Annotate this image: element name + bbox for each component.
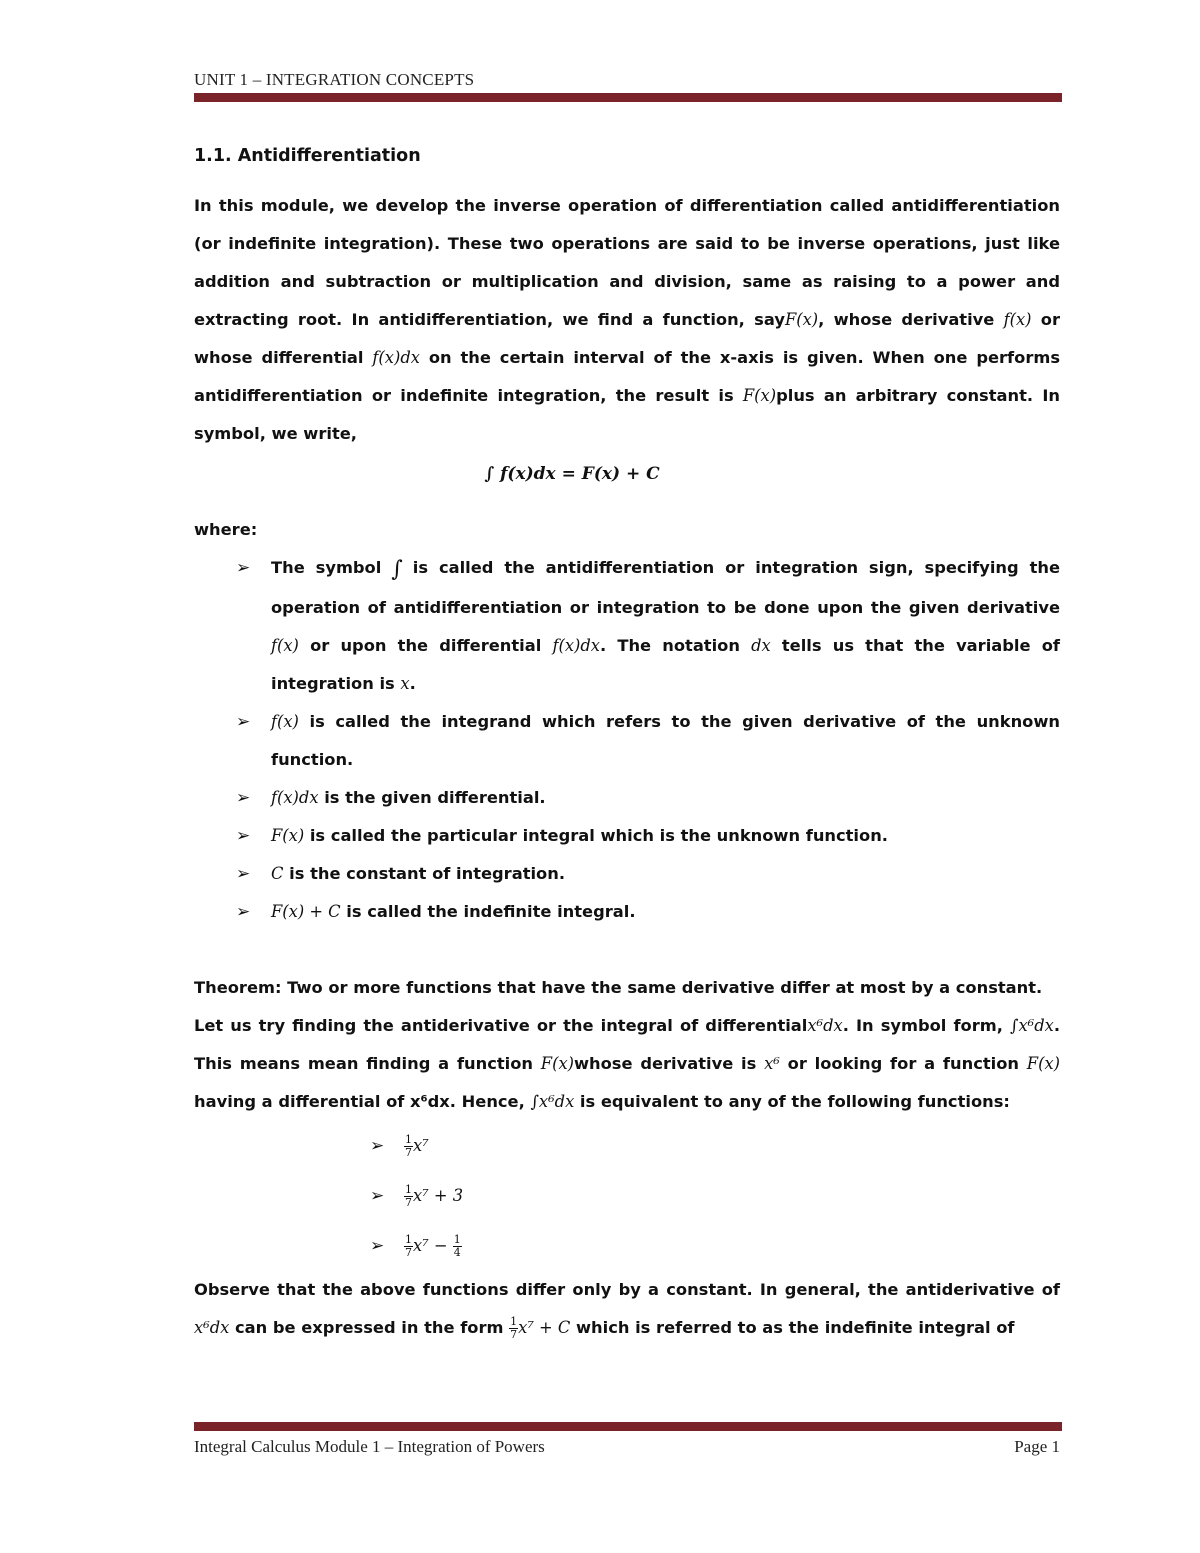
- arrowhead-bullet-icon: ➢: [236, 864, 251, 884]
- list-item: ➢ F(x) is called the particular integral which is the unknown function.: [194, 817, 1060, 855]
- arrowhead-bullet-icon: ➢: [236, 826, 251, 846]
- arrowhead-bullet-icon: ➢: [370, 1186, 385, 1206]
- list-item: ➢ $\frac{1}{7}$ x⁷: [194, 1121, 1060, 1171]
- arrowhead-bullet-icon: ➢: [236, 558, 251, 578]
- page-content: [194, 143, 1060, 1347]
- fraction: $\frac{1}{7}$: [405, 1183, 412, 1209]
- arrowhead-bullet-icon: ➢: [236, 788, 251, 808]
- header-title: UNIT 1 – INTEGRATION CONCEPTS: [194, 70, 475, 89]
- where-label: where:: [194, 520, 258, 539]
- intro-text-3: or whose differential: [194, 310, 1060, 367]
- list-item: ➢ $\frac{1}{7}$ x⁷ + 3: [194, 1171, 1060, 1221]
- fraction: $\frac{1}{7}$: [510, 1315, 518, 1341]
- list-item: ➢ f(x)dx is the given differential.: [194, 779, 1060, 817]
- list-item: ➢ $\frac{1}{7}$ x⁷ − $\frac{1}{4}$: [194, 1221, 1060, 1271]
- list-item: ➢ F(x) + C is called the indefinite integral.: [194, 893, 1060, 931]
- display-equation: ∫ f(x)dx = F(x) + C: [484, 464, 660, 484]
- intro-text-1: In this module, we develop the inverse operation of differentiation called antidifferentiation (or indefinite integration). These two operations are said to be inverse operations, just like addition and subtraction or multiplication and division, same as raising to a power and extracting root. In antidifferentiation, we find a function, say: [194, 196, 1060, 329]
- fraction: $\frac{1}{7}$: [405, 1233, 412, 1259]
- fraction: $\frac{1}{4}$: [453, 1233, 461, 1259]
- arrowhead-bullet-icon: ➢: [370, 1236, 385, 1256]
- integral-sign: ∫: [391, 557, 403, 582]
- arrowhead-bullet-icon: ➢: [236, 902, 251, 922]
- list-item: ➢ The symbol ∫ is called the antidifferentiation or integration sign, specifying the operation of antidifferentiation or integration to be done upon the given derivative f(x) or upon the differential f(x)dx. The notation dx tells us that the variable of integration is x.: [194, 549, 1060, 703]
- math-F-x: F(x): [784, 310, 819, 329]
- intro-paragraph: [194, 187, 1060, 453]
- list-item: ➢ C is the constant of integration.: [194, 855, 1060, 893]
- function-list: [194, 1121, 1060, 1271]
- intro-text-4: on the certain interval of the x-axis is given. When one performs antidifferentiation or indefinite integration, the result is: [194, 348, 1061, 405]
- arrowhead-bullet-icon: ➢: [370, 1136, 385, 1156]
- math-f-x: f(x): [1003, 310, 1032, 329]
- definition-list: [194, 549, 1060, 931]
- math-f-x-dx: f(x)dx: [372, 348, 420, 367]
- page-number: Page 1: [1014, 1437, 1060, 1456]
- intro-text-5: plus an arbitrary constant. In symbol, we write,: [194, 386, 1060, 443]
- math-F-x-2: F(x): [742, 386, 777, 405]
- theorem-statement: Theorem: Two or more functions that have the same derivative differ at most by a constant.: [194, 978, 1043, 997]
- arrowhead-bullet-icon: ➢: [236, 712, 251, 732]
- footer-rule: [194, 1422, 1062, 1431]
- section-title: 1.1. Antidifferentiation: [194, 146, 421, 166]
- conclusion-paragraph: Observe that the above functions differ only by a constant. In general, the antiderivative of x⁶dx can be expressed in the form $\frac{1}{7}$ x⁷ + C which is referred to as the indefinite integral of: [194, 1280, 1060, 1341]
- header-rule: [194, 93, 1062, 102]
- fraction: $\frac{1}{7}$: [405, 1133, 412, 1159]
- example-paragraph: Let us try finding the antiderivative or the integral of differentialx⁶dx. In symbol form, ∫x⁶dx. This means mean finding a function F(x)whose derivative is x⁶ or looking for a function F(x) having a differential of x⁶dx. Hence, ∫x⁶dx is equivalent to any of the following functions:: [194, 1016, 1060, 1111]
- footer-title: Integral Calculus Module 1 – Integration of Powers: [194, 1437, 545, 1456]
- intro-text-2: , whose derivative: [818, 310, 1004, 329]
- list-item: ➢ f(x) is called the integrand which refers to the given derivative of the unknown function.: [194, 703, 1060, 779]
